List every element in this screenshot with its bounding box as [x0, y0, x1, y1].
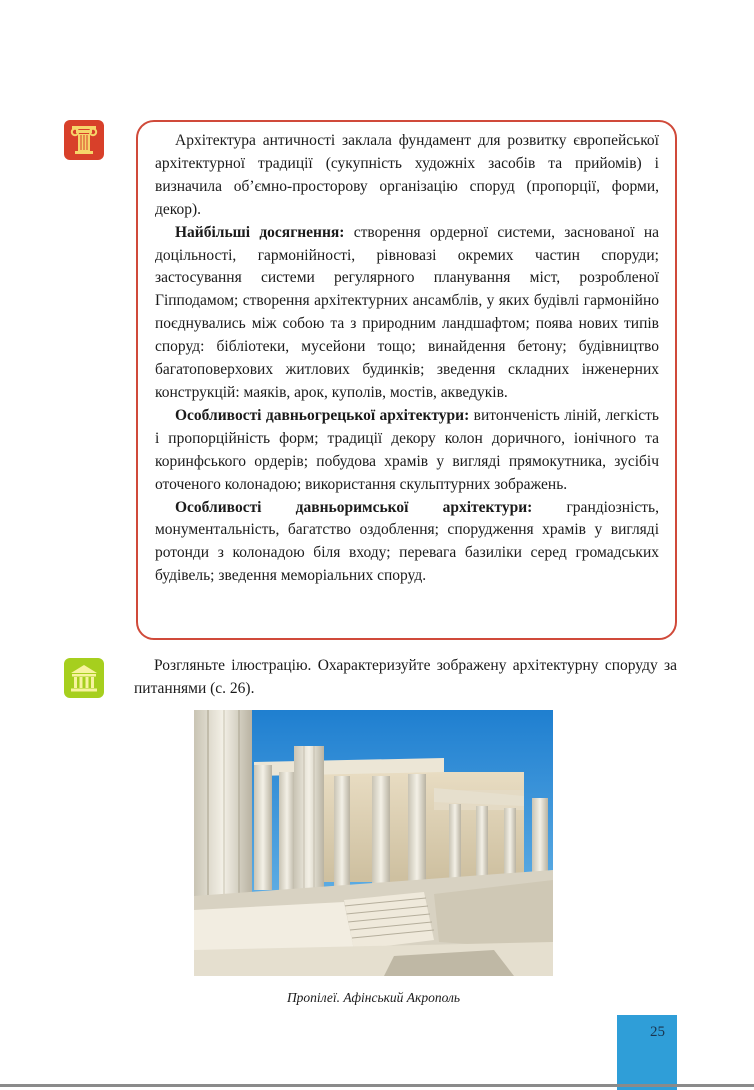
propylaea-photo — [194, 710, 553, 976]
task-text: Розгляньте ілюстрацію. Охарактеризуйте зображену архітектурну споруду за питаннями (с. 26). — [134, 657, 677, 697]
greek-paragraph — [155, 405, 659, 497]
info-box — [136, 120, 677, 640]
temple-icon — [64, 658, 104, 698]
roman-paragraph — [155, 497, 659, 589]
roman-text: грандіозність, монументальність, багатство оздоблення; спорудження храмів у вигляді ротонди з колонадою біля входу; перевага базиліки серед громадських будівель; зведення меморіальних споруд. — [155, 498, 659, 585]
page-number-tab — [617, 1015, 677, 1090]
achievements-paragraph — [155, 222, 659, 405]
achievements-text: створення ордерної системи, заснованої на доцільності, гармонійності, рівновазі окремих частин споруди; застосування системи регулярного планування міст, розробленої Гіпподамом; створення архітектурних ансамблів, у яких будівлі гармонійно поєднувались між собою та з природним ландшафтом; поява нових типів споруд: бібліотеки, мусейони тощо; винайдення бетону; будівництво багатоповерхових житлових будинків; зведення складних інженерних конструкцій: маяків, арок, куполів, мостів, акведуків. — [155, 223, 659, 401]
roman-heading: Особливості давньоримської архітектури: — [175, 498, 533, 516]
page-number: 25 — [650, 1024, 665, 1040]
greek-text: витонченість ліній, легкість і пропорційність форм; традиції декору колон доричного, іонічного та коринфського ордерів; побудова храмів у вигляді прямокутника, зусібіч оточеного колонадою; використання скульптурних зображень. — [155, 406, 659, 493]
photo-caption: Пропілеї. Афінський Акрополь — [286, 990, 461, 1005]
achievements-heading: Найбільші досягнення: — [175, 223, 345, 241]
intro-paragraph: Архітектура античності заклала фундамент для розвитку європейської архітектурної традиції (сукупність художніх засобів та прийомів) і визначила об’ємно-просторову організацію споруд (пропорції, форми, декор). — [155, 132, 659, 218]
greek-heading: Особливості давньогрецької архітектури: — [175, 406, 470, 424]
bottom-divider — [0, 1084, 754, 1087]
ionic-column-icon — [64, 120, 104, 160]
